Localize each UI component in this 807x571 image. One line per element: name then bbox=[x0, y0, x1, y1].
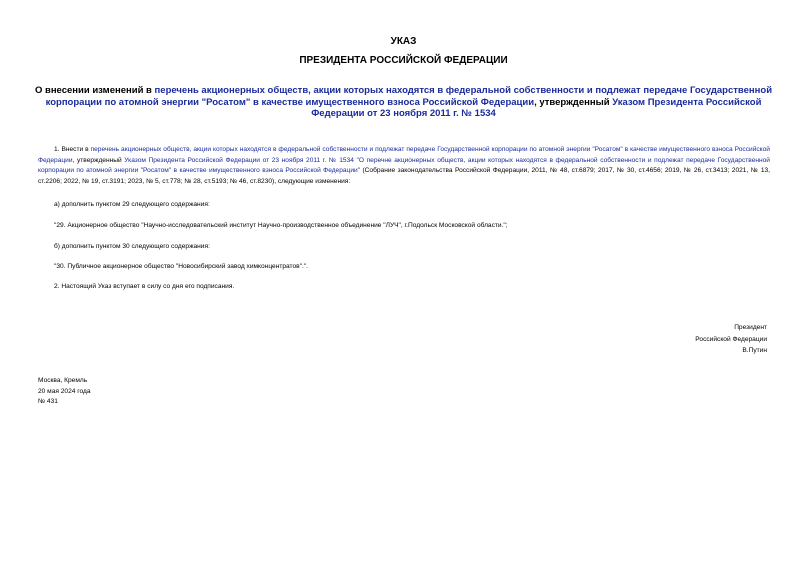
p1-suffix: (Собрание законодательства Российской Федерации, 2011, № 48, ст.6879; 2017, № 30, ст.4656; 2019, № 26, ст.3413; 2021, № 13, ст.2206; 2022, № 19, ст.3191; 2023, № 5, ст.778; № 28, ст.5193; № 46, ст.8230), следующие изменения: bbox=[38, 167, 770, 185]
title-middle: , утвержденный bbox=[534, 96, 613, 108]
document-title bbox=[34, 85, 773, 120]
signature-name: В.Путин bbox=[742, 347, 767, 354]
document-type: УКАЗ bbox=[390, 36, 417, 47]
signature-country: Российской Федерации bbox=[695, 335, 767, 343]
paragraph-1 bbox=[38, 145, 770, 187]
p1-link-decree[interactable]: Указом Президента Российской Федерации от 23 ноября 2011 г. № 1534 "О перечне акционерных обществ, акции которых находятся в федеральной собственности и подлежат передаче Государственной корпорации по атомной энергии "Росатом" в качестве имущественного взноса Российской Федерации" bbox=[38, 156, 770, 175]
paragraph-2: 2. Настоящий Указ вступает в силу со дня его подписания. bbox=[54, 283, 235, 290]
signature-title: Президент bbox=[734, 324, 767, 331]
document-issuer: ПРЕЗИДЕНТА РОССИЙСКОЙ ФЕДЕРАЦИИ bbox=[299, 55, 508, 66]
document-number: № 431 bbox=[38, 398, 58, 405]
place-date-block bbox=[38, 376, 91, 408]
subparagraph-b: б) дополнить пунктом 30 следующего содержания: bbox=[54, 243, 210, 250]
title-prefix: О внесении изменений в bbox=[34, 85, 155, 96]
item-30: "30. Публичное акционерное общество "Новосибирский завод химконцентратов".". bbox=[54, 263, 309, 270]
place-city: Москва, Кремль bbox=[38, 377, 88, 384]
p1-mid: , утвержденный bbox=[72, 156, 125, 164]
p1-prefix: 1. Внести в bbox=[54, 146, 91, 153]
item-29: "29. Акционерное общество "Научно-исследовательский институт Научно-производственное объединение "ЛУЧ", г.Подольск Московской области."; bbox=[54, 222, 508, 229]
signature-block bbox=[695, 322, 767, 357]
p1-link-list[interactable]: перечень акционерных обществ, акции которых находятся в федеральной собственности и подлежат передаче Государственной корпорации по атомной энергии "Росатом" в качестве имущественного взноса Российской Федерации bbox=[38, 146, 770, 164]
title-link-list[interactable]: перечень акционерных обществ, акции которых находятся в федеральной собственности и подлежат передаче Государственной корпорации по атомной энергии "Росатом" в качестве имущественного взноса Российской Федерации bbox=[45, 85, 773, 108]
subparagraph-a: а) дополнить пунктом 29 следующего содержания: bbox=[54, 201, 210, 208]
place-date: 20 мая 2024 года bbox=[38, 387, 91, 395]
title-link-decree[interactable]: Указом Президента Российской Федерации от 23 ноября 2011 г. № 1534 bbox=[311, 96, 762, 119]
